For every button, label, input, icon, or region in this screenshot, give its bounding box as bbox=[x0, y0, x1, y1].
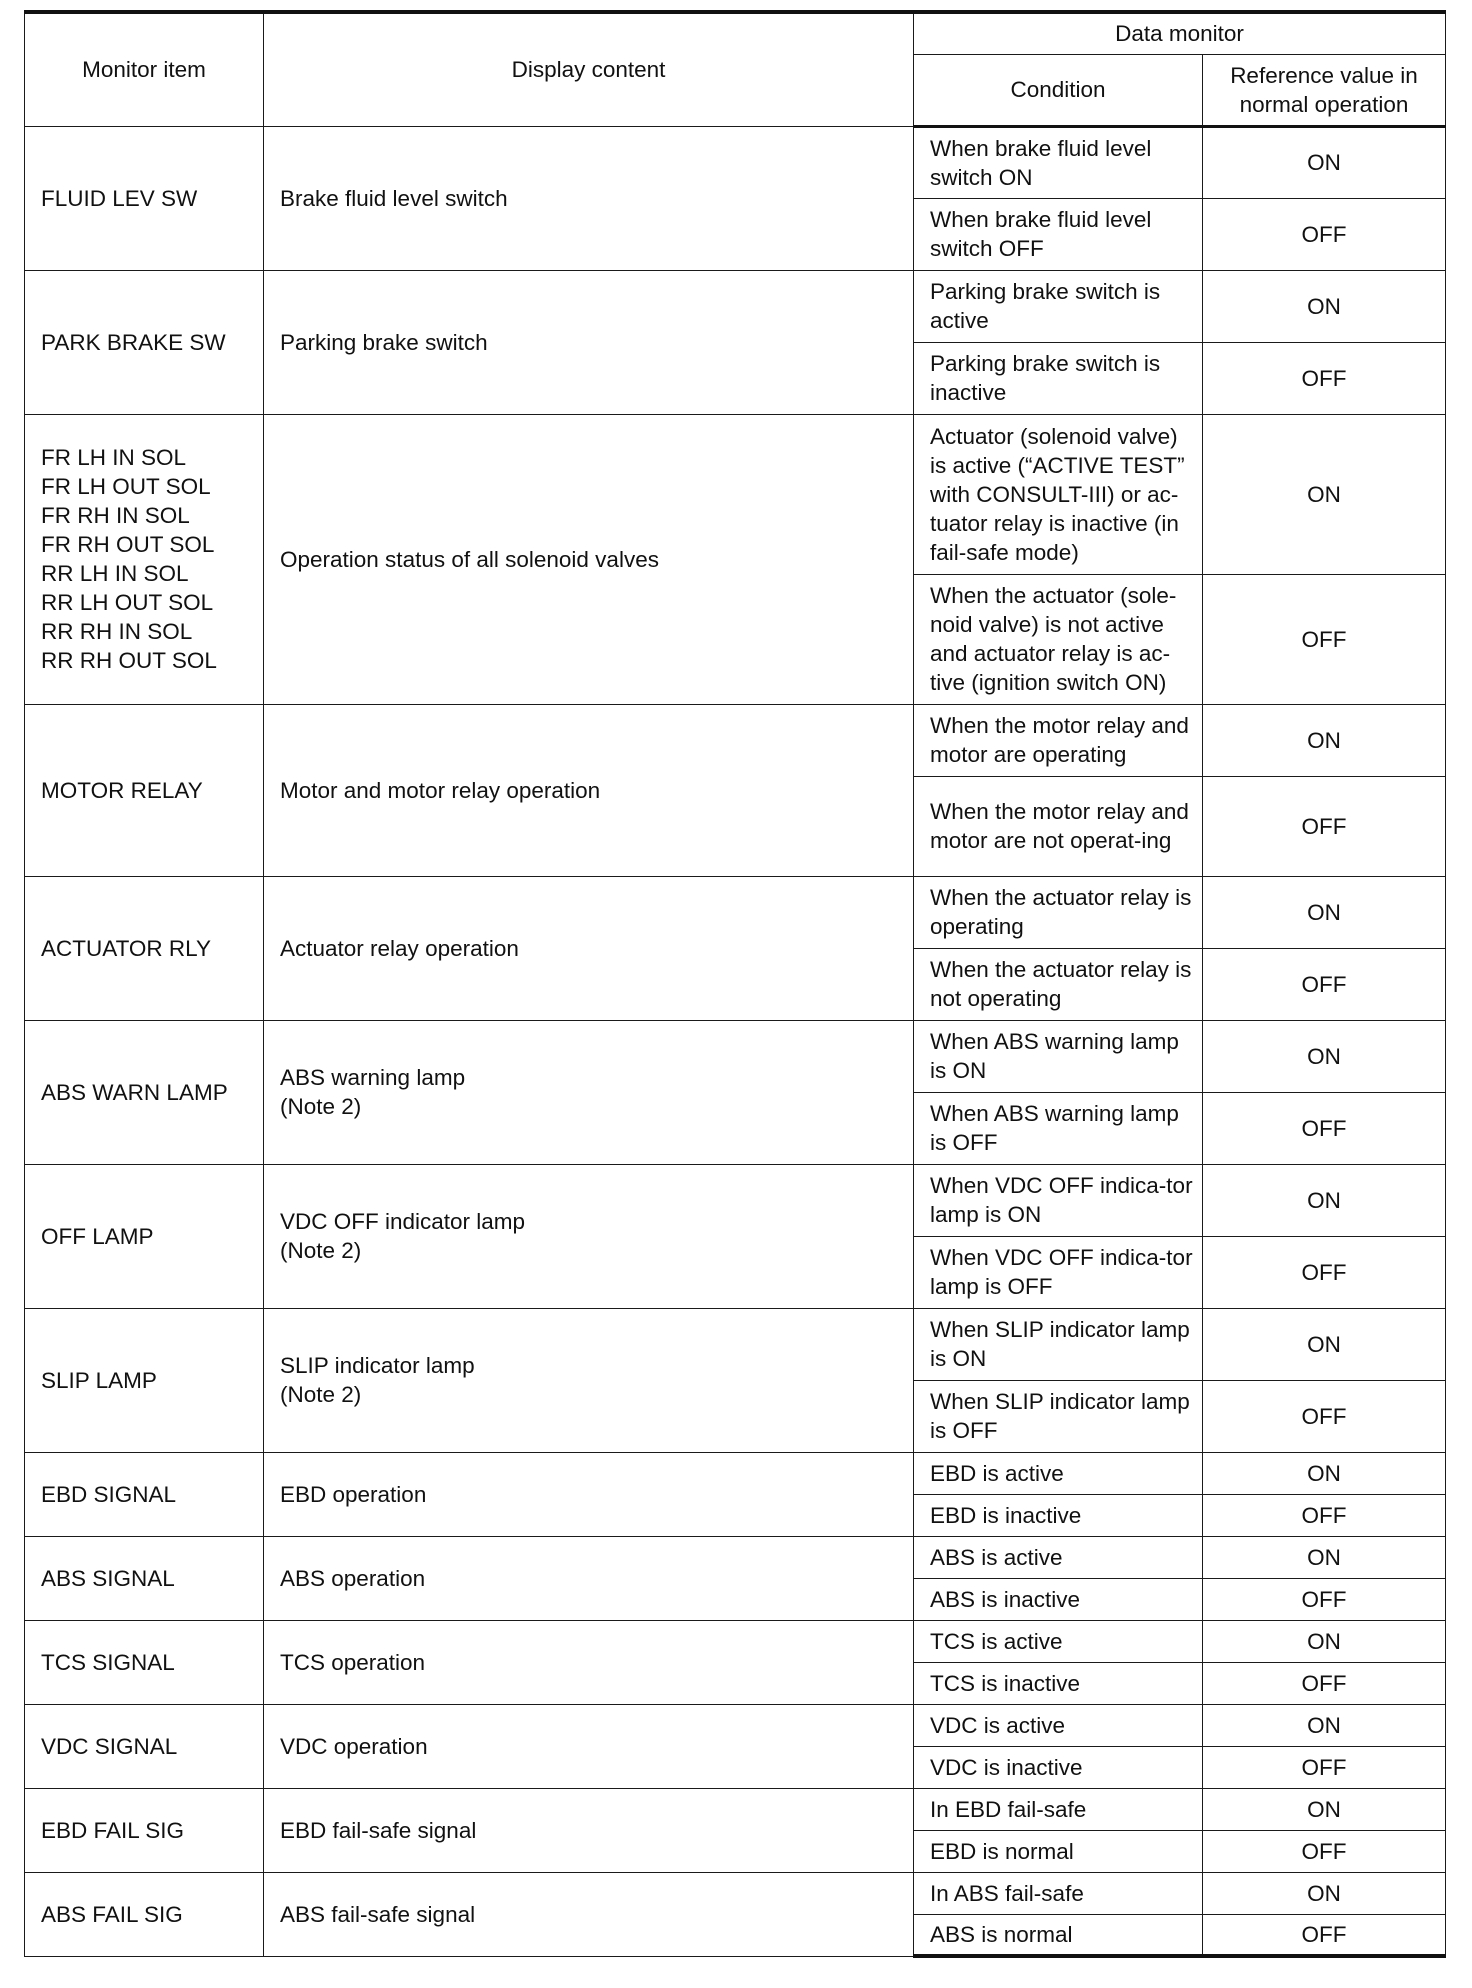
condition-cell: ABS is normal bbox=[914, 1914, 1203, 1956]
table-row bbox=[25, 1704, 1446, 1746]
reference-value-cell: ON bbox=[1203, 1536, 1446, 1578]
condition-cell: VDC is inactive bbox=[914, 1746, 1203, 1788]
condition-cell: EBD is inactive bbox=[914, 1494, 1203, 1536]
condition-cell: ABS is inactive bbox=[914, 1578, 1203, 1620]
header-display-content: Display content bbox=[264, 12, 914, 126]
data-monitor-table bbox=[24, 10, 1446, 1958]
condition-cell: EBD is normal bbox=[914, 1830, 1203, 1872]
header-monitor-item: Monitor item bbox=[25, 12, 264, 126]
condition-cell: EBD is active bbox=[914, 1452, 1203, 1494]
reference-value-cell: ON bbox=[1203, 1020, 1446, 1092]
display-content-cell: ABS fail-safe signal bbox=[264, 1872, 914, 1956]
reference-value-cell: OFF bbox=[1203, 1092, 1446, 1164]
condition-cell: When VDC OFF indica-tor lamp is OFF bbox=[914, 1236, 1203, 1308]
table-row bbox=[25, 704, 1446, 776]
monitor-item-cell: PARK BRAKE SW bbox=[25, 270, 264, 414]
display-content-cell: Actuator relay operation bbox=[264, 876, 914, 1020]
condition-cell: When brake fluid level switch ON bbox=[914, 126, 1203, 198]
reference-value-cell: ON bbox=[1203, 704, 1446, 776]
table-row bbox=[25, 1020, 1446, 1092]
condition-cell: TCS is inactive bbox=[914, 1662, 1203, 1704]
monitor-item-cell: SLIP LAMP bbox=[25, 1308, 264, 1452]
monitor-item-cell: ABS FAIL SIG bbox=[25, 1872, 264, 1956]
table-row bbox=[25, 1872, 1446, 1914]
condition-cell: TCS is active bbox=[914, 1620, 1203, 1662]
display-content-cell: EBD operation bbox=[264, 1452, 914, 1536]
monitor-item-cell: EBD FAIL SIG bbox=[25, 1788, 264, 1872]
reference-value-cell: OFF bbox=[1203, 342, 1446, 414]
reference-value-cell: OFF bbox=[1203, 776, 1446, 876]
condition-cell: When the actuator (sole-noid valve) is not active and actuator relay is ac-tive (ignition switch ON) bbox=[914, 574, 1203, 704]
monitor-item-cell: EBD SIGNAL bbox=[25, 1452, 264, 1536]
header-reference-value: Reference value in normal operation bbox=[1203, 54, 1446, 126]
table-row bbox=[25, 1164, 1446, 1236]
table-row bbox=[25, 1620, 1446, 1662]
monitor-item-cell: ABS WARN LAMP bbox=[25, 1020, 264, 1164]
condition-cell: When VDC OFF indica-tor lamp is ON bbox=[914, 1164, 1203, 1236]
condition-cell: When the motor relay and motor are not operat-ing bbox=[914, 776, 1203, 876]
reference-value-cell: OFF bbox=[1203, 1830, 1446, 1872]
display-content-cell: Motor and motor relay operation bbox=[264, 704, 914, 876]
table-row bbox=[25, 414, 1446, 574]
monitor-item-cell: TCS SIGNAL bbox=[25, 1620, 264, 1704]
reference-value-cell: ON bbox=[1203, 1308, 1446, 1380]
display-content-cell: VDC operation bbox=[264, 1704, 914, 1788]
table-row bbox=[25, 1788, 1446, 1830]
reference-value-cell: OFF bbox=[1203, 948, 1446, 1020]
reference-value-cell: OFF bbox=[1203, 198, 1446, 270]
reference-value-cell: ON bbox=[1203, 1620, 1446, 1662]
condition-cell: ABS is active bbox=[914, 1536, 1203, 1578]
display-content-cell: SLIP indicator lamp (Note 2) bbox=[264, 1308, 914, 1452]
condition-cell: VDC is active bbox=[914, 1704, 1203, 1746]
reference-value-cell: ON bbox=[1203, 1452, 1446, 1494]
header-condition: Condition bbox=[914, 54, 1203, 126]
monitor-item-cell: MOTOR RELAY bbox=[25, 704, 264, 876]
display-content-cell: Parking brake switch bbox=[264, 270, 914, 414]
table-row bbox=[25, 270, 1446, 342]
condition-cell: When SLIP indicator lamp is OFF bbox=[914, 1380, 1203, 1452]
header-row-top bbox=[25, 12, 1446, 54]
reference-value-cell: OFF bbox=[1203, 1494, 1446, 1536]
reference-value-cell: OFF bbox=[1203, 574, 1446, 704]
display-content-cell: EBD fail-safe signal bbox=[264, 1788, 914, 1872]
reference-value-cell: OFF bbox=[1203, 1578, 1446, 1620]
data-monitor-table-page bbox=[24, 10, 1445, 1958]
display-content-cell: VDC OFF indicator lamp (Note 2) bbox=[264, 1164, 914, 1308]
condition-cell: Parking brake switch is active bbox=[914, 270, 1203, 342]
table-row bbox=[25, 1536, 1446, 1578]
reference-value-cell: OFF bbox=[1203, 1746, 1446, 1788]
condition-cell: Parking brake switch is inactive bbox=[914, 342, 1203, 414]
table-body bbox=[25, 126, 1446, 1956]
reference-value-cell: ON bbox=[1203, 414, 1446, 574]
monitor-item-cell: FR LH IN SOL FR LH OUT SOL FR RH IN SOL FR RH OUT SOL RR LH IN SOL RR LH OUT SOL RR RH IN SOL RR RH OUT SOL bbox=[25, 414, 264, 704]
display-content-cell: TCS operation bbox=[264, 1620, 914, 1704]
condition-cell: When the motor relay and motor are operating bbox=[914, 704, 1203, 776]
display-content-cell: Brake fluid level switch bbox=[264, 126, 914, 270]
reference-value-cell: OFF bbox=[1203, 1236, 1446, 1308]
reference-value-cell: OFF bbox=[1203, 1380, 1446, 1452]
table-row bbox=[25, 1308, 1446, 1380]
reference-value-cell: OFF bbox=[1203, 1914, 1446, 1956]
display-content-cell: ABS warning lamp (Note 2) bbox=[264, 1020, 914, 1164]
reference-value-cell: ON bbox=[1203, 1704, 1446, 1746]
reference-value-cell: ON bbox=[1203, 126, 1446, 198]
reference-value-cell: ON bbox=[1203, 1164, 1446, 1236]
header-data-monitor: Data monitor bbox=[914, 12, 1446, 54]
condition-cell: When ABS warning lamp is OFF bbox=[914, 1092, 1203, 1164]
monitor-item-cell: FLUID LEV SW bbox=[25, 126, 264, 270]
condition-cell: When brake fluid level switch OFF bbox=[914, 198, 1203, 270]
monitor-item-cell: OFF LAMP bbox=[25, 1164, 264, 1308]
monitor-item-cell: ABS SIGNAL bbox=[25, 1536, 264, 1620]
reference-value-cell: OFF bbox=[1203, 1662, 1446, 1704]
display-content-cell: ABS operation bbox=[264, 1536, 914, 1620]
monitor-item-cell: ACTUATOR RLY bbox=[25, 876, 264, 1020]
table-row bbox=[25, 876, 1446, 948]
condition-cell: In ABS fail-safe bbox=[914, 1872, 1203, 1914]
condition-cell: When ABS warning lamp is ON bbox=[914, 1020, 1203, 1092]
condition-cell: When the actuator relay is operating bbox=[914, 876, 1203, 948]
reference-value-cell: ON bbox=[1203, 1872, 1446, 1914]
reference-value-cell: ON bbox=[1203, 876, 1446, 948]
table-header bbox=[25, 12, 1446, 126]
condition-cell: When SLIP indicator lamp is ON bbox=[914, 1308, 1203, 1380]
condition-cell: When the actuator relay is not operating bbox=[914, 948, 1203, 1020]
reference-value-cell: ON bbox=[1203, 270, 1446, 342]
table-row bbox=[25, 1452, 1446, 1494]
display-content-cell: Operation status of all solenoid valves bbox=[264, 414, 914, 704]
condition-cell: In EBD fail-safe bbox=[914, 1788, 1203, 1830]
table-row bbox=[25, 126, 1446, 198]
monitor-item-cell: VDC SIGNAL bbox=[25, 1704, 264, 1788]
reference-value-cell: ON bbox=[1203, 1788, 1446, 1830]
condition-cell: Actuator (solenoid valve) is active (“ACTIVE TEST” with CONSULT-III) or ac-tuator relay is inactive (in fail-safe mode) bbox=[914, 414, 1203, 574]
